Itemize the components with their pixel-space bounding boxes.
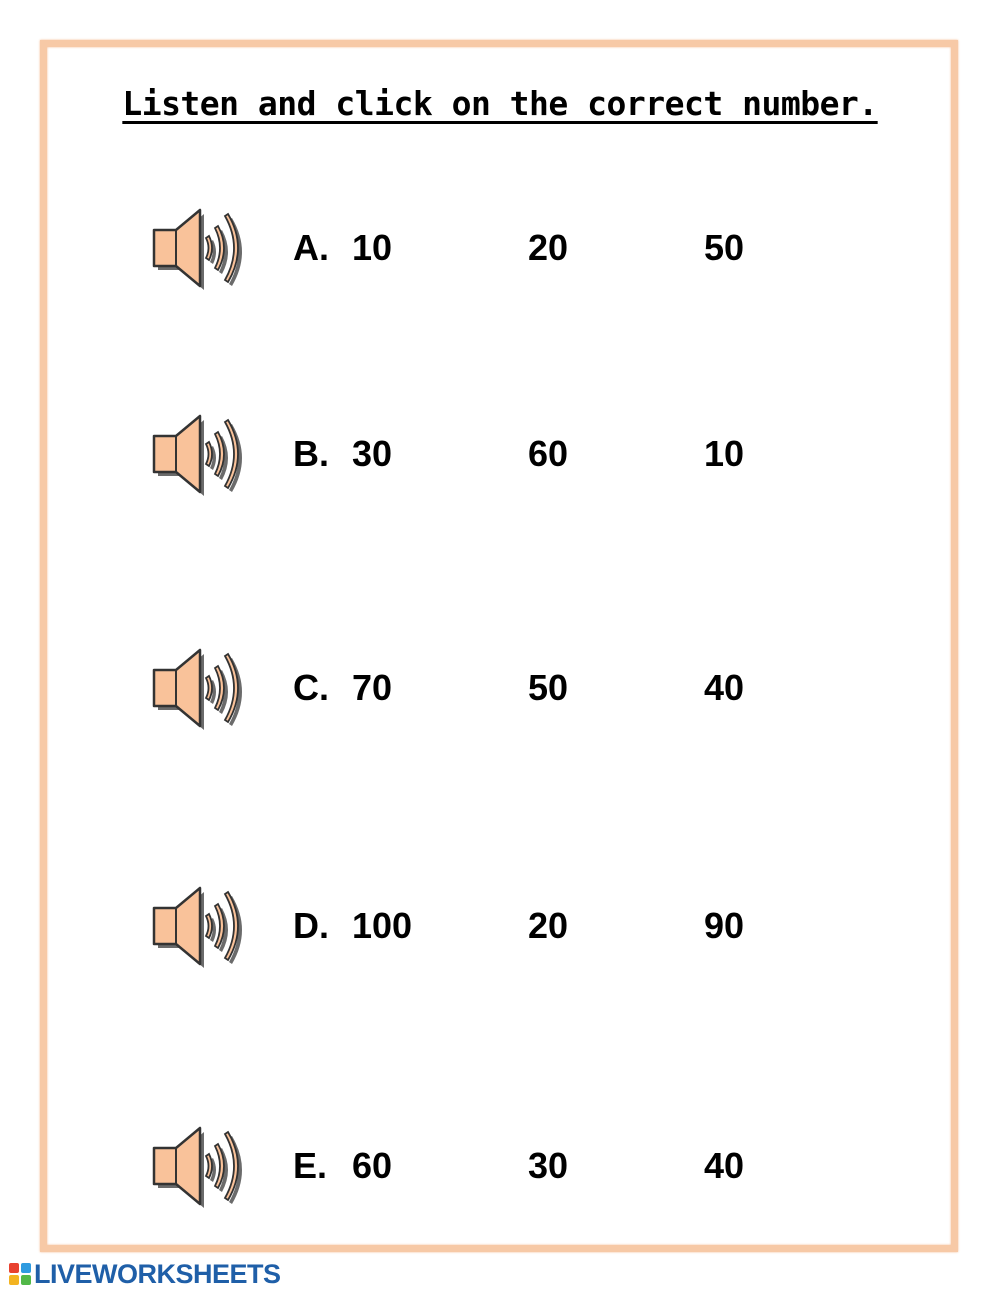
question-row [0, 1124, 1000, 1214]
speaker-icon[interactable] [146, 206, 252, 296]
answer-option[interactable]: 40 [704, 1145, 745, 1186]
question-row [0, 412, 1000, 502]
question-letter: B. [293, 433, 329, 474]
answer-option[interactable]: 20 [528, 905, 569, 946]
page-title [0, 84, 1000, 123]
liveworksheets-logo-icon [8, 1262, 32, 1286]
question-row [0, 206, 1000, 296]
answer-option[interactable]: 20 [528, 227, 569, 268]
answer-option[interactable]: 60 [528, 433, 569, 474]
question-row [0, 884, 1000, 974]
answer-option[interactable]: 100 [352, 905, 413, 946]
liveworksheets-logo-text: LIVEWORKSHEETS [34, 1258, 281, 1289]
speaker-icon[interactable] [146, 646, 252, 736]
answer-option[interactable]: 50 [528, 667, 569, 708]
answer-option[interactable]: 30 [528, 1145, 569, 1186]
answer-option[interactable]: 30 [352, 433, 393, 474]
question-letter: A. [293, 227, 329, 268]
page-title-text: Listen and click on the correct number. [122, 84, 878, 123]
answer-option[interactable]: 50 [704, 227, 745, 268]
question-letter: C. [293, 667, 329, 708]
question-letter: D. [293, 905, 329, 946]
speaker-icon[interactable] [146, 884, 252, 974]
question-letter: E. [293, 1145, 328, 1186]
liveworksheets-logo[interactable] [8, 1260, 281, 1288]
speaker-icon[interactable] [146, 412, 252, 502]
answer-option[interactable]: 90 [704, 905, 745, 946]
question-row [0, 646, 1000, 736]
answer-option[interactable]: 70 [352, 667, 393, 708]
answer-option[interactable]: 10 [704, 433, 745, 474]
speaker-icon[interactable] [146, 1124, 252, 1214]
answer-option[interactable]: 10 [352, 227, 393, 268]
answer-option[interactable]: 60 [352, 1145, 393, 1186]
answer-option[interactable]: 40 [704, 667, 745, 708]
